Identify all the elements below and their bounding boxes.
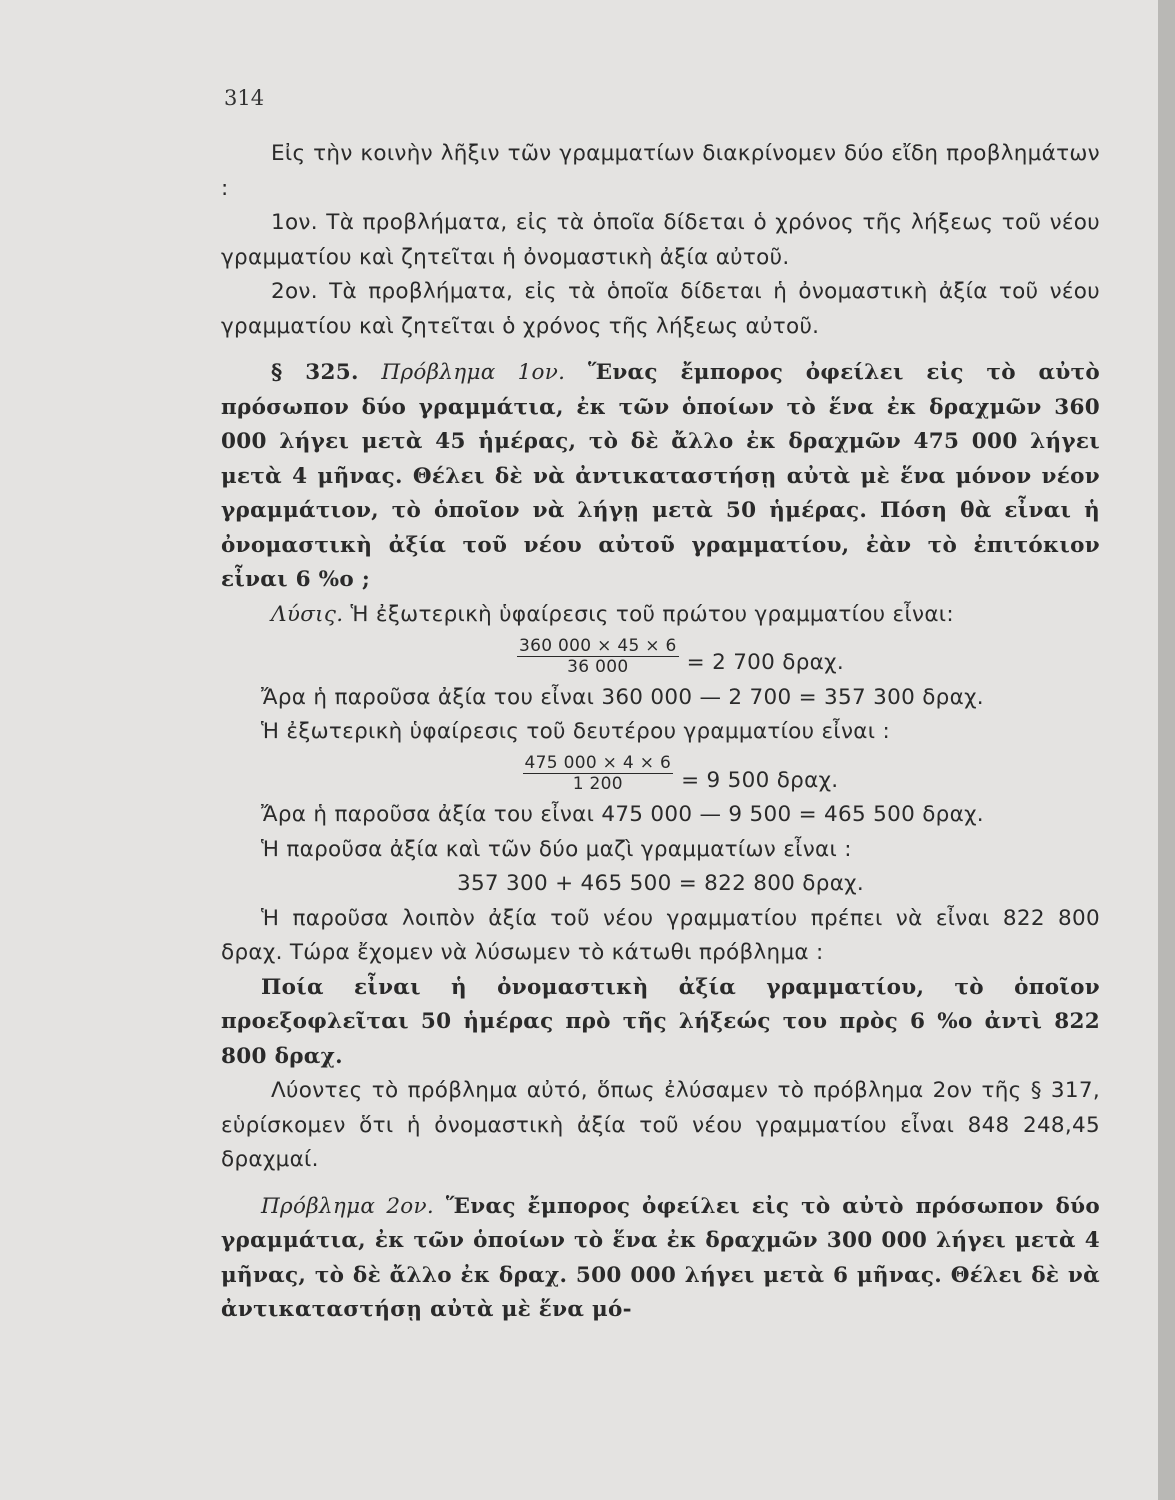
fraction-2-numerator: 475 000 × 4 × 6 xyxy=(524,753,672,774)
fraction-2-denominator: 1 200 xyxy=(572,774,623,795)
page-number: 314 xyxy=(224,86,265,110)
solution-line-5: Ἡ παροῦσα ἀξία καὶ τῶν δύο μαζὶ γραμματίων εἶναι : xyxy=(261,836,852,862)
problem-1-text: Ἕνας ἔμπορος ὀφείλει εἰς τὸ αὐτὸ πρόσωπον δύο γραμμάτια, ἐκ τῶν ὁποίων τὸ ἕνα ἐκ δραχμῶν 360 000 λήγει μετὰ 45 ἡμέρας, τὸ δὲ ἄλλο ἐκ δραχμῶν 475 000 λήγει μετὰ 4 μῆνας. Θέλει δὲ νὰ ἀντικαταστήσῃ αὐτὰ μὲ ἕνα μόνον νέον γραμμάτιον, τὸ ὁποῖον νὰ λήγῃ μετὰ 50 ἡμέρας. Πόση θὰ εἶναι ἡ ὀνομαστικὴ ἀξία τοῦ νέου αὐτοῦ γραμματίου, ἐὰν τὸ ἐπιτόκιον εἶναι 6 %ο ; xyxy=(221,360,1100,592)
solution-line-2: Ἄρα ἡ παροῦσα ἀξία του εἶναι 360 000 — 2 700 = 357 300 δραχ. xyxy=(261,684,984,710)
solution-line-1 xyxy=(221,598,1100,633)
solution-label: Λύσις. xyxy=(271,601,344,627)
problem-2-title: Πρόβλημα 2ον. xyxy=(261,1193,435,1219)
problem-1-paragraph xyxy=(221,356,1100,598)
intro-paragraph: Εἰς τὴν κοινὴν λῆξιν τῶν γραμματίων διακρίνομεν δύο εἴδη προβλημάτων : xyxy=(221,141,1100,201)
solution-line-1-text: Ἡ ἐξωτερικὴ ὑφαίρεσις τοῦ πρώτου γραμματίου εἶναι: xyxy=(350,601,954,627)
bold-question: Ποία εἶναι ἡ ὀνομαστικὴ ἀξία γραμματίου, τὸ ὁποῖον προεξοφλεῖται 50 ἡμέρας πρὸ τῆς λήξεώς του πρὸς 6 %ο ἀντὶ 822 800 δραχ. xyxy=(221,974,1100,1069)
solution-line-6: Ἡ παροῦσα λοιπὸν ἀξία τοῦ νέου γραμματίου πρέπει νὰ εἶναι 822 800 δραχ. Τώρα ἔχομεν νὰ λύσωμεν τὸ κάτωθι πρόβλημα : xyxy=(221,905,1100,965)
sum-equation: 357 300 + 465 500 = 822 800 δραχ. xyxy=(456,871,865,896)
fraction-1 xyxy=(221,632,1100,681)
problem-type-2: 2ον. Τὰ προβλήματα, εἰς τὰ ὁποῖα δίδεται ἡ ὀνομαστικὴ ἀξία τοῦ νέου γραμματίου καὶ ζητεῖται ὁ χρόνος τῆς λήξεως αὐτοῦ. xyxy=(221,279,1100,339)
fraction-2-result: = 9 500 δραχ. xyxy=(681,767,839,793)
fraction-1-numerator: 360 000 × 45 × 6 xyxy=(518,635,677,656)
problem-2-paragraph xyxy=(221,1190,1100,1328)
page-text xyxy=(221,137,1100,1328)
page-edge xyxy=(1158,0,1175,1500)
solution-line-7: Λύοντες τὸ πρόβλημα αὐτό, ὅπως ἐλύσαμεν τὸ πρόβλημα 2ον τῆς § 317, εὑρίσκομεν ὅτι ἡ ὀνομαστικὴ ἀξία τοῦ νέου γραμματίου εἶναι 848 248,45 δραχμαί. xyxy=(221,1078,1100,1172)
fraction-1-result: = 2 700 δραχ. xyxy=(686,650,845,675)
section-number: § 325. xyxy=(271,360,359,385)
fraction-1-denominator: 36 000 xyxy=(567,656,629,677)
problem-2-text: Ἕνας ἔμπορος ὀφείλει εἰς τὸ αὐτὸ πρόσωπον δύο γραμμάτια, ἐκ τῶν ὁποίων τὸ ἕνα ἐκ δραχμῶν 300 000 λήγει μετὰ 4 μῆνας, τὸ δὲ ἄλλο ἐκ δραχ. 500 000 λήγει μετὰ 6 μῆνας. Θέλει δὲ νὰ ἀντικαταστήσῃ αὐτὰ μὲ ἕνα μό- xyxy=(221,1193,1100,1322)
fraction-2 xyxy=(221,750,1100,799)
solution-line-3: Ἡ ἐξωτερικὴ ὑφαίρεσις τοῦ δευτέρου γραμματίου εἶναι : xyxy=(261,719,891,744)
problem-type-1: 1ον. Τὰ προβλήματα, εἰς τὰ ὁποῖα δίδεται ὁ χρόνος τῆς λήξεως τοῦ νέου γραμματίου καὶ ζητεῖται ἡ ὀνομαστικὴ ἀξία αὐτοῦ. xyxy=(221,210,1100,270)
solution-line-4: Ἄρα ἡ παροῦσα ἀξία του εἶναι 475 000 — 9 500 = 465 500 δραχ. xyxy=(261,802,984,827)
problem-1-title: Πρόβλημα 1ον. xyxy=(381,360,566,385)
